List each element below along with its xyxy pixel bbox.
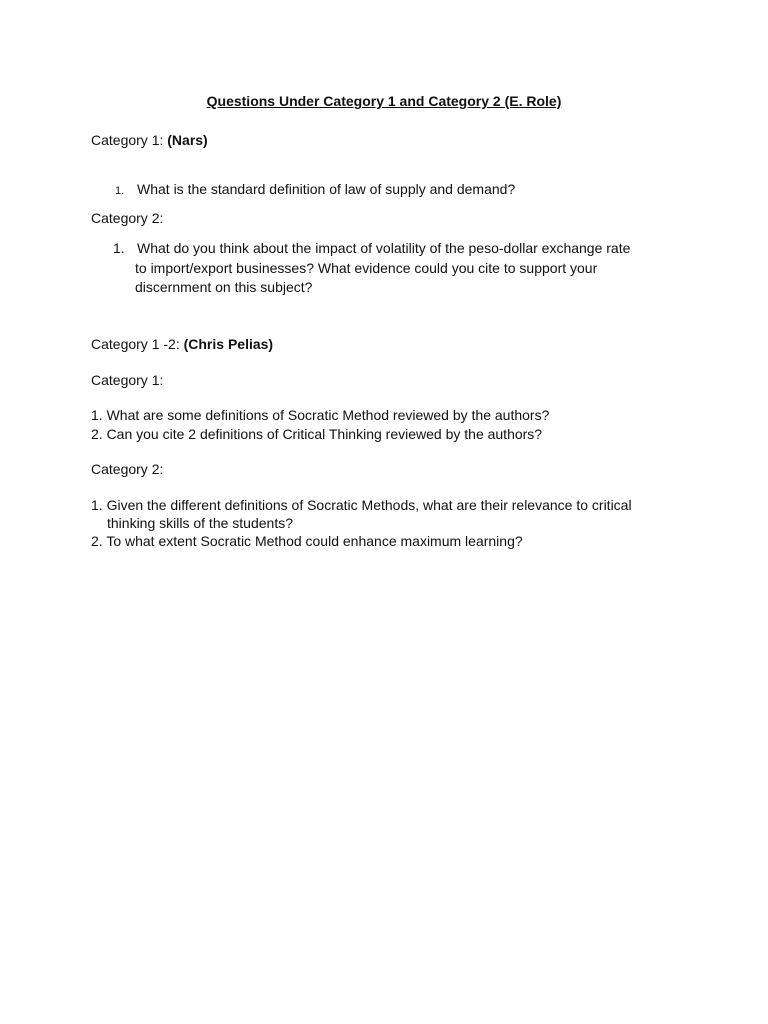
question-item: 1. Given the different definitions of Socratic Methods, what are their relevance to critical: [91, 497, 632, 513]
question-item: 2. Can you cite 2 definitions of Critical Thinking reviewed by the authors?: [91, 426, 543, 442]
question-text-continued: discernment on this subject?: [135, 279, 313, 295]
question-text-continued: thinking skills of the students?: [107, 515, 293, 531]
question-item: [115, 181, 515, 197]
question-item: [113, 240, 630, 256]
category-label: Category 1 -2:: [91, 336, 184, 352]
category-1-2-heading: [91, 336, 273, 352]
question-text-continued: to import/export businesses? What evidence could you cite to support your: [135, 260, 598, 276]
category-2-heading: Category 2:: [91, 461, 164, 477]
author-name: (Chris Pelias): [183, 336, 274, 352]
question-item: 2. To what extent Socratic Method could enhance maximum learning?: [91, 533, 523, 549]
category-label: Category 1:: [91, 132, 168, 148]
question-item: 1. What are some definitions of Socratic Method reviewed by the authors?: [91, 407, 550, 423]
question-text: What do you think about the impact of volatility of the peso-dollar exchange rate: [137, 240, 631, 256]
question-text: What is the standard definition of law of supply and demand?: [137, 181, 516, 197]
question-number: 1.: [115, 185, 125, 197]
category-2-heading: Category 2:: [91, 210, 164, 226]
category-1-heading: [91, 132, 208, 148]
author-name: (Nars): [167, 132, 208, 148]
category-1-heading: Category 1:: [91, 372, 164, 388]
question-number: 1.: [113, 240, 125, 256]
document-title: Questions Under Category 1 and Category 2 (E. Role): [206, 93, 562, 109]
